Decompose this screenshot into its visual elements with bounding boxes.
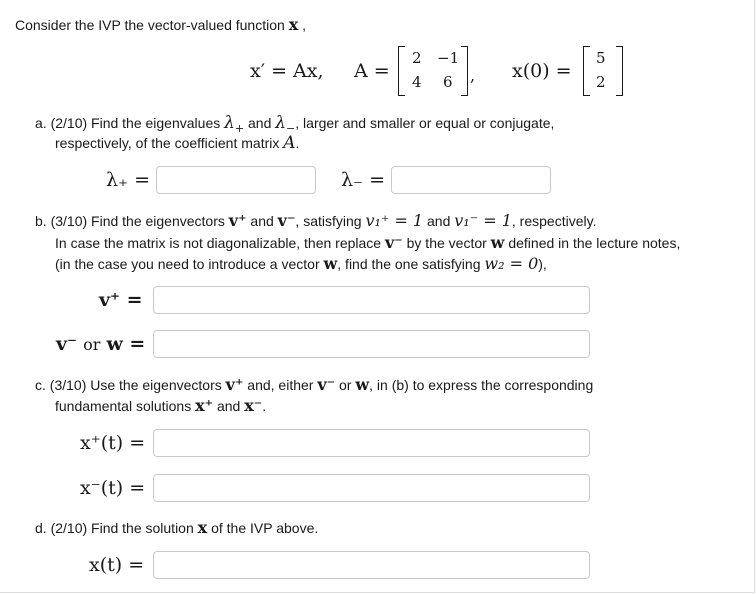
part-a-and: and: [248, 115, 272, 131]
v-minus-or-w-label: [56, 332, 145, 357]
lambda-plus-sub: +: [234, 122, 245, 135]
part-d-line: [35, 519, 318, 537]
x-vector: x: [197, 518, 208, 537]
v-plus-answer[interactable]: [153, 286, 590, 314]
ic-vector: [583, 46, 623, 96]
v-minus: v⁻: [56, 333, 78, 355]
x-plus-answer[interactable]: [153, 429, 590, 457]
part-b-line2-text3: defined in the lecture notes,: [508, 235, 681, 251]
intro-line: [15, 16, 306, 34]
or-text: or: [83, 335, 101, 354]
x-solution-answer[interactable]: [153, 551, 590, 579]
intro-end: ,: [298, 17, 307, 33]
x-plus-label: x⁺(t) =: [80, 432, 146, 454]
part-d-text1: d. (2/10) Find the solution: [35, 520, 194, 536]
ic-label: x(0) =: [512, 60, 572, 82]
matrix-a-cell: 6: [443, 73, 453, 91]
v-plus-input[interactable]: [154, 287, 589, 313]
x-solution-label: x(t) =: [89, 554, 145, 576]
x-minus-answer[interactable]: [153, 474, 590, 502]
w-vector: w =: [106, 333, 146, 355]
matrix-a-cell: 2: [412, 49, 422, 67]
part-b-line2-text2: by the vector: [406, 235, 487, 251]
part-d-text2: of the IVP above.: [211, 520, 319, 536]
part-b-line2-text: In case the matrix is not diagonalizable, then replace: [55, 235, 382, 251]
condition-w2: w₂ = 0: [484, 254, 539, 273]
part-c-or: or: [339, 377, 352, 393]
intro-var: x: [288, 15, 299, 34]
matrix-a-cell: 4: [412, 73, 422, 91]
part-b-line3: [55, 255, 547, 273]
x-plus: x⁺: [195, 396, 214, 415]
lambda-minus: λ: [275, 113, 287, 133]
part-b-and: and: [250, 213, 274, 229]
part-b-line3-text: (in the case you need to introduce a vector: [55, 256, 320, 272]
v-plus: v⁺: [225, 375, 244, 394]
part-a-text1: a. (2/10) Find the eigenvalues: [35, 115, 221, 131]
part-b-satisfying: , satisfying: [295, 213, 362, 229]
lambda-plus-label: λ₊ =: [106, 169, 151, 191]
w-vector: w: [490, 233, 505, 252]
part-c-line2: [55, 397, 266, 415]
lambda-minus-sub: −: [286, 122, 296, 135]
ode-equation: x′ = Ax,: [250, 60, 324, 82]
equation-comma: ,: [470, 66, 476, 85]
part-c-and: and: [216, 398, 241, 414]
part-c-text1: c. (3/10) Use the eigenvectors: [35, 377, 222, 393]
part-c-line2-text: fundamental solutions: [55, 398, 192, 414]
part-a-line2: [55, 134, 299, 152]
x-minus: x⁻: [244, 396, 263, 415]
part-b-line3-text2: , find the one satisfying: [337, 256, 481, 272]
x-minus-input[interactable]: [154, 475, 589, 501]
v-plus-label: v⁺ =: [99, 289, 143, 311]
part-b-line2: [55, 234, 680, 252]
lambda-plus: λ: [224, 113, 235, 133]
w-vector: w: [323, 254, 338, 273]
part-a-text2: , larger and smaller or equal or conjugate,: [295, 115, 555, 131]
lambda-minus-input[interactable]: [392, 167, 550, 193]
part-c-text3: , in (b) to express the corresponding: [369, 377, 594, 393]
lambda-plus-answer[interactable]: [156, 166, 316, 194]
x-plus-input[interactable]: [154, 430, 589, 456]
part-a-line2-text: respectively, of the coefficient matrix: [55, 135, 280, 151]
part-b-text1: b. (3/10) Find the eigenvectors: [35, 213, 225, 229]
part-c-text2: and, either: [247, 377, 314, 393]
part-c-line1: [35, 376, 593, 394]
w-vector: w: [355, 375, 370, 394]
v-minus-or-w-input[interactable]: [154, 331, 589, 357]
ic-cell: 2: [596, 73, 606, 91]
matrix-a-label: A =: [354, 60, 390, 82]
lambda-plus-input[interactable]: [157, 167, 315, 193]
lambda-minus-label: λ₋ =: [341, 169, 386, 191]
x-solution-input[interactable]: [154, 552, 589, 578]
ic-cell: 5: [596, 49, 606, 67]
part-b-and2: and: [427, 213, 451, 229]
v-minus: v⁻: [277, 211, 296, 230]
part-b-line3-text3: ),: [538, 256, 547, 272]
matrix-a-cell: −1: [437, 49, 460, 67]
x-minus-label: x⁻(t) =: [80, 477, 146, 499]
v-minus: v⁻: [317, 375, 336, 394]
condition-v1-minus: v₁⁻ = 1: [454, 211, 512, 230]
part-a-dot: .: [295, 135, 300, 151]
v-minus-or-w-answer[interactable]: [153, 330, 590, 358]
part-b-respectively: , respectively.: [511, 213, 597, 229]
intro-text: Consider the IVP the vector-valued function: [15, 17, 285, 33]
part-c-dot: .: [262, 398, 267, 414]
part-a-matrix-a: A: [283, 133, 296, 153]
v-plus: v⁺: [228, 211, 247, 230]
condition-v1-plus: v₁⁺ = 1: [365, 211, 424, 230]
matrix-a: [398, 46, 468, 96]
part-b-line1: [35, 212, 596, 230]
lambda-minus-answer[interactable]: [391, 166, 551, 194]
v-minus: v⁻: [384, 233, 403, 252]
